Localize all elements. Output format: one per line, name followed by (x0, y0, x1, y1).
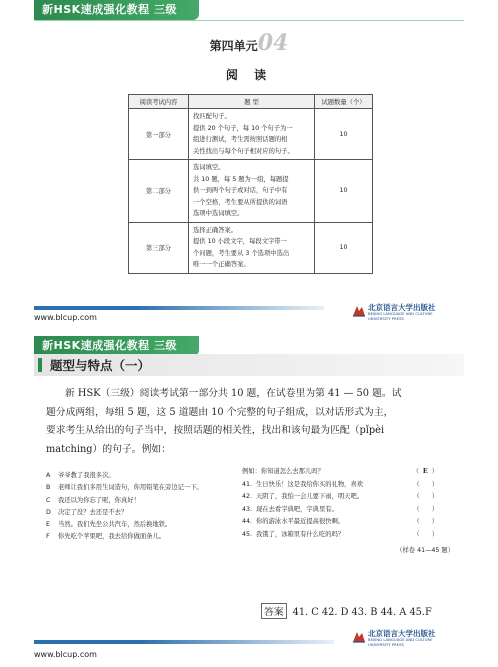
list-item (46, 531, 203, 543)
question-row (242, 516, 460, 529)
desc-line: 选项中选词填空。 (193, 210, 244, 217)
publisher-name-en-line: BEIJING LANGUAGE AND CULTURE (368, 311, 433, 316)
answer-blank: （ E ） (412, 468, 438, 475)
series-title: 新HSK速成强化教程 三级 (42, 339, 177, 352)
list-item (46, 470, 203, 482)
desc-line: 供一到两个句子或对话，句子中有 (193, 187, 288, 194)
sample-note: （样卷 41—45 题） (396, 547, 454, 554)
table-row (129, 109, 373, 160)
series-banner (34, 0, 199, 20)
desc-cell (189, 160, 315, 223)
question-row (242, 529, 460, 542)
desc-cell (189, 109, 315, 160)
desc-line: 选词填空。 (193, 164, 225, 171)
desc-line: 个问题，考生要从 3 个选项中选出 (193, 249, 290, 257)
desc-line: 唯一一个正确答案。 (193, 261, 250, 268)
question-row (242, 491, 460, 504)
publisher-name-cn: 北京语言大学出版社 (368, 303, 436, 312)
list-item (46, 507, 203, 519)
question-number: 45. (242, 530, 253, 538)
unit-heading (0, 30, 498, 56)
option-text: 我还以为你忘了呢，你真好！ (58, 496, 140, 504)
page-footer (34, 628, 464, 664)
footer-url[interactable]: www.blcup.com (34, 650, 97, 659)
example-answer: E (422, 468, 428, 475)
publisher-logo (352, 302, 464, 322)
option-text: 决定了没？去还是不去？ (58, 508, 128, 516)
footer-url[interactable]: www.blcup.com (34, 313, 97, 322)
question-text: 你的游泳水平最近提高很快啊。 (256, 518, 345, 525)
list-item (46, 482, 203, 494)
example-row (242, 466, 460, 479)
series-title: 新HSK速成强化教程 三级 (42, 3, 177, 16)
unit-number: 04 (257, 30, 289, 56)
question-number: 42. (242, 493, 253, 500)
question-number: 44. (242, 518, 253, 525)
intro-line: 要求考生从给出的句子当中，按照话题的相关性，找出和该句最为匹配（pǐpèi (46, 425, 385, 436)
topic-title: 题型与特点（一） (50, 358, 151, 373)
table-row (129, 222, 373, 273)
publisher-name-en-line: UNIVERSITY PRESS (368, 315, 404, 321)
answer-blank[interactable]: （ ） (413, 480, 438, 488)
series-banner (34, 336, 199, 356)
answer-text: 41. C 42. D 43. B 44. A 45.F (292, 607, 432, 618)
desc-line: 找匹配句子。 (193, 113, 231, 120)
answer-label: 答案 (261, 603, 287, 619)
desc-line: 提供 10 小段文字，每段文字带一 (193, 238, 287, 245)
publisher-emblem-icon (352, 630, 366, 644)
part-cell: 第二部分 (129, 160, 189, 223)
intro-line: matching）的句子。例如： (46, 443, 171, 455)
publisher-name-en (368, 638, 433, 647)
publisher-name-en-line: UNIVERSITY PRESS (368, 641, 404, 647)
question-text: 生日快乐！这是我给你买的礼物，喜欢 (256, 480, 364, 488)
list-item (46, 495, 203, 507)
desc-line: 一个空格，考生要从所提供的词语 (193, 198, 288, 206)
publisher-emblem-icon (352, 304, 366, 318)
answer-blank[interactable]: （ ） (413, 493, 438, 500)
header-count: 试题数量（个） (315, 95, 373, 109)
desc-line: 关性找出与每个句子相对应的句子。 (193, 147, 294, 155)
question-number: 43. (242, 505, 253, 513)
option-key: A (46, 472, 51, 479)
unit-label: 第四单元 (209, 39, 258, 53)
option-key: B (46, 484, 51, 492)
desc-line: 提供 20 个句子，每 10 个句子为一 (193, 124, 293, 132)
footer-bar (34, 640, 334, 644)
option-key: C (46, 496, 51, 504)
count-cell: 10 (315, 160, 373, 223)
count-cell: 10 (315, 109, 373, 160)
question-number: 41. (242, 480, 253, 488)
answer-blank[interactable]: （ ） (413, 530, 438, 538)
desc-line: 选择正确答案。 (193, 226, 238, 234)
page-top (0, 0, 498, 326)
section-title: 阅 读 (225, 68, 273, 82)
option-text: 老师让我们多用生词造句，你用铅笔在旁边记一下。 (58, 484, 203, 492)
answer-blank[interactable]: （ ） (413, 518, 438, 525)
publisher-name-en-line: BEIJING LANGUAGE AND CULTURE (368, 637, 433, 642)
answer-key (261, 603, 432, 619)
table-row (129, 160, 373, 223)
option-key: D (46, 508, 51, 516)
question-row (242, 504, 460, 517)
intro-line: 题分成两组，每组 5 题，这 5 道题由 10 个完整的句子组成，以对话形式为主， (46, 406, 394, 418)
question-text: 天阴了，我怕一会儿要下雨，明天吧。 (256, 493, 364, 500)
option-text: 当然。我们先坐公共汽车，然后换地铁。 (58, 521, 172, 529)
desc-line: 组进行测试，考生需按照话题的相 (193, 136, 288, 143)
question-list (242, 466, 460, 558)
question-row (242, 479, 460, 492)
publisher-name-cn: 北京语言大学出版社 (368, 629, 436, 638)
page-footer (34, 300, 464, 324)
desc-line: 共 10 题，每 5 题为一组，每题提 (193, 175, 289, 183)
publisher-name-en (368, 312, 433, 321)
question-text: 我饿了，冰箱里有什么吃的吗？ (256, 530, 345, 538)
topic-heading (34, 354, 464, 376)
part-cell: 第三部分 (129, 222, 189, 273)
header-content: 阅读考试内容 (129, 95, 189, 109)
header-type: 题 型 (189, 95, 315, 109)
footer-bar (34, 306, 324, 310)
desc-cell (189, 222, 315, 273)
publisher-logo (352, 628, 464, 648)
reading-exam-table (128, 94, 373, 274)
answer-blank[interactable]: （ ） (413, 505, 438, 513)
intro-paragraph (46, 385, 464, 459)
topic-accent (38, 358, 42, 372)
option-key: E (46, 521, 50, 529)
option-list (46, 470, 203, 544)
part-cell: 第一部分 (129, 109, 189, 160)
list-item (46, 519, 203, 531)
example-text: 例如：你知道怎么去那儿吗？ (242, 468, 324, 475)
header-rule (34, 20, 464, 21)
count-cell: 10 (315, 222, 373, 273)
intro-line: 新 HSK（三级）阅读考试第一部分共 10 题，在试卷里为第 41 — 50 题。试 (65, 388, 402, 399)
option-text: 爷爷教了我很多次。 (58, 472, 115, 479)
table-header-row (129, 95, 373, 109)
option-text: 你先吃个苹果吧，我去给你做面条儿。 (58, 533, 166, 541)
option-key: F (46, 533, 50, 541)
question-text: 现在去看字典吧，字典里有。 (256, 505, 338, 513)
